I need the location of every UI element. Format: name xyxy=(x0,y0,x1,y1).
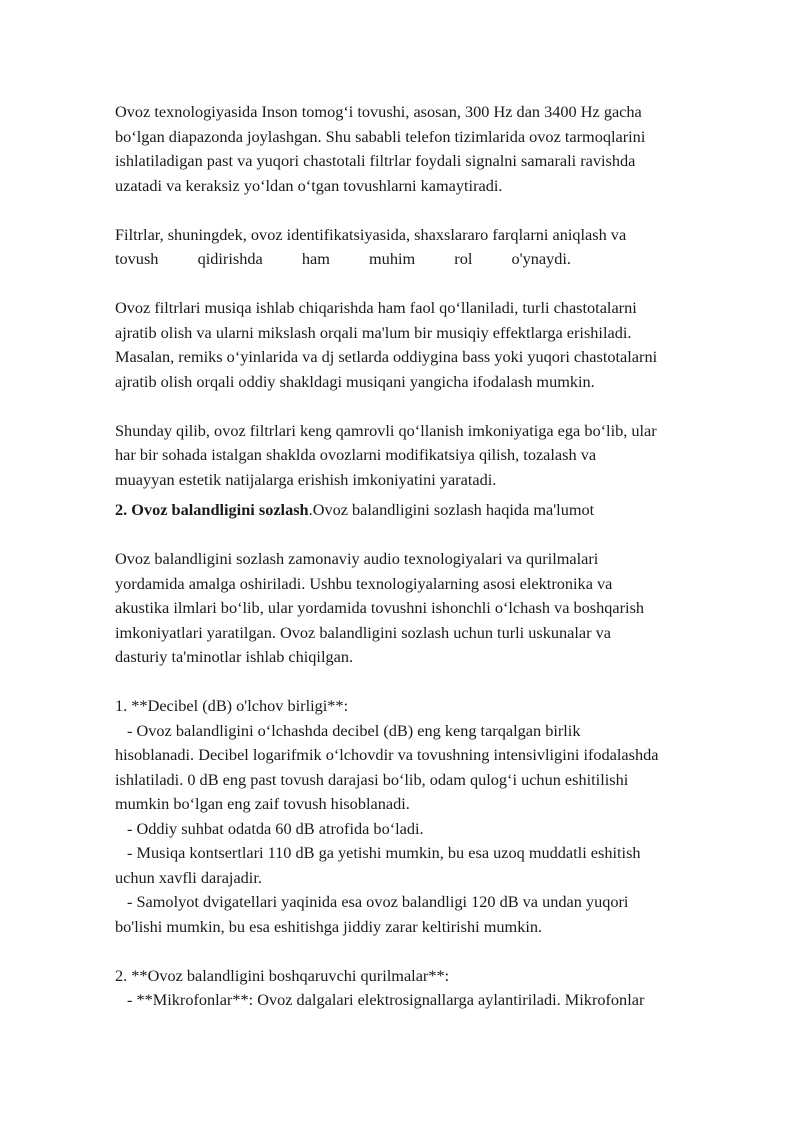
text-line: har bir sohada istalgan shaklda ovozlarni modifikatsiya qilish, tozalash va xyxy=(115,445,597,464)
text-line: mumkin bo‘lgan eng zaif tovush hisoblanadi. xyxy=(115,794,410,813)
text-line: bo'lishi mumkin, bu esa eshitishga jiddiy zarar keltirishi mumkin. xyxy=(115,916,543,936)
list-item: - Oddiy suhbat odatda 60 dB atrofida bo‘ladi. xyxy=(127,818,424,838)
word: qidirishda xyxy=(197,249,263,268)
list-decibel xyxy=(115,694,735,939)
text-line: ajratib olish va ularni mikslash orqali ma'lum bir musiqiy effektlarga erishiladi. xyxy=(115,322,632,342)
text-line: Ovoz balandligini sozlash zamonaviy audio texnologiyalari va qurilmalari xyxy=(115,549,599,568)
text-line: Masalan, remiks o‘yinlarida va dj setlarda oddiygina bass yoki yuqori chastotalarni xyxy=(115,347,658,366)
text-line: ishlatiladi. 0 dB eng past tovush darajasi bo‘lib, odam qulog‘i uchun eshitilishi xyxy=(115,769,629,789)
list-item-title: 1. **Decibel (dB) o'lchov birligi**: xyxy=(115,696,349,715)
text-line: ishlatiladigan past va yuqori chastotali filtrlar foydali signalni samarali ravishda xyxy=(115,151,636,170)
list-item: - Samolyot dvigatellari yaqinida esa ovoz balandligi 120 dB va undan yuqori xyxy=(127,892,629,911)
heading-line xyxy=(115,498,735,523)
text-line: yordamida amalga oshiriladi. Ushbu texnologiyalarning asosi elektronika va xyxy=(115,573,613,593)
list-devices xyxy=(115,964,735,1013)
text-line: dasturiy ta'minotlar ishlab chiqilgan. xyxy=(115,647,354,666)
text-line: Filtrlar, shuningdek, ovoz identifikatsiyasida, shaxslararo farqlarni aniqlash va xyxy=(115,224,627,244)
paragraph-filters-identification xyxy=(115,223,735,272)
text-line: Ovoz texnologiyasida Inson tomog‘i tovushi, asosan, 300 Hz dan 3400 Hz gacha xyxy=(115,102,642,121)
text-line: uzatadi va keraksiz yo‘ldan o‘tgan tovushlarni kamaytiradi. xyxy=(115,175,503,195)
text-line: Shunday qilib, ovoz filtrlari keng qamrovli qo‘llanish imkoniyatiga ega bo‘lib, ular xyxy=(115,420,657,440)
paragraph-volume-intro xyxy=(115,547,735,670)
list-item: - Ovoz balandligini o‘lchashda decibel (dB) eng keng tarqalgan birlik xyxy=(127,720,581,740)
word: ham xyxy=(301,249,330,268)
text-line: imkoniyatlari yaratilgan. Ovoz balandligini sozlash uchun turli uskunalar va xyxy=(115,622,611,642)
text-line: uchun xavfli darajadir. xyxy=(115,867,262,887)
text-line: Ovoz filtrlari musiqa ishlab chiqarishda ham faol qo‘llaniladi, turli chastotalarni xyxy=(115,298,637,317)
section-heading xyxy=(115,498,735,523)
word: o'ynaydi. xyxy=(511,249,571,268)
text-line: bo‘lgan diapazonda joylashgan. Shu sababli telefon tizimlarida ovoz tarmoqlarini xyxy=(115,126,646,146)
word: tovush xyxy=(115,249,159,268)
word: rol xyxy=(454,249,473,268)
text-line: akustika ilmlari bo‘lib, ular yordamida tovushni ishonchli o‘lchash va boshqarish xyxy=(115,598,645,617)
paragraph-voice-range xyxy=(115,100,735,198)
paragraph-music-production xyxy=(115,296,735,394)
heading-bold-text: 2. Ovoz balandligini sozlash xyxy=(115,500,309,519)
list-item: - **Mikrofonlar**: Ovoz dalgalari elektrosignallarga aylantiriladi. Mikrofonlar xyxy=(127,990,645,1009)
list-item-title: 2. **Ovoz balandligini boshqaruvchi qurilmalar**: xyxy=(115,965,450,985)
text-line: muayyan estetik natijalarga erishish imkoniyatini yaratadi. xyxy=(115,469,497,489)
paragraph-conclusion xyxy=(115,419,735,493)
text-line: hisoblanadi. Decibel logarifmik o‘lchovdir va tovushning intensivligini ifodalashda xyxy=(115,745,659,764)
list-item: - Musiqa kontsertlari 110 dB ga yetishi mumkin, bu esa uzoq muddatli eshitish xyxy=(127,843,641,862)
heading-rest-text: .Ovoz balandligini sozlash haqida ma'lumot xyxy=(308,500,595,519)
justified-text-line xyxy=(115,247,571,272)
text-line: ajratib olish orqali oddiy shakldagi musiqani yangicha ifodalash mumkin. xyxy=(115,371,595,391)
document-page xyxy=(115,100,735,1037)
word: muhim xyxy=(369,249,416,268)
